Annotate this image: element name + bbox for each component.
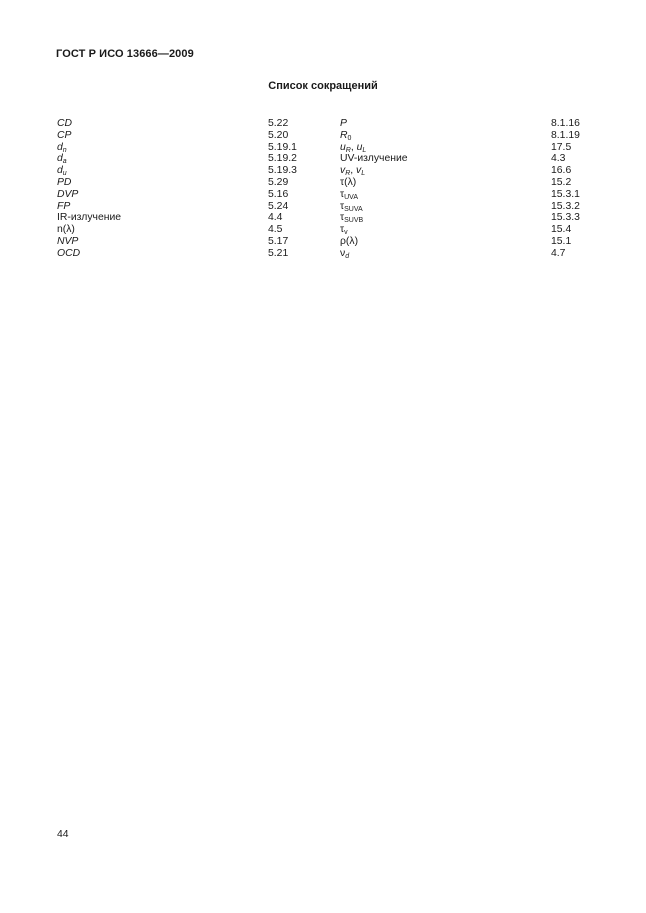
abbreviation-term: $\tau_{SUVB}$ — [340, 212, 364, 225]
section-reference: 4.4 — [268, 212, 283, 224]
abbreviation-term: $v_R$, $v_L$ — [340, 165, 366, 178]
section-reference: 4.5 — [268, 224, 283, 236]
list-item — [340, 165, 590, 177]
list-item — [57, 130, 307, 142]
abbreviation-term: $u_R$, $u_L$ — [340, 141, 367, 154]
abbreviation-term: $d_n$ — [57, 141, 67, 154]
abbreviation-term: n(λ) — [57, 224, 75, 236]
list-item — [57, 248, 307, 260]
list-item — [340, 201, 590, 213]
list-item — [57, 142, 307, 154]
abbreviation-term: CP — [57, 129, 72, 141]
list-item — [57, 177, 307, 189]
list-item — [340, 142, 590, 154]
abbreviation-term: PD — [57, 176, 72, 188]
section-reference: 8.1.16 — [551, 118, 580, 129]
section-reference: 15.1 — [551, 235, 572, 247]
list-item — [340, 236, 590, 248]
list-item — [57, 224, 307, 236]
abbreviation-term: $\nu_d$ — [340, 247, 350, 260]
list-item — [340, 177, 590, 189]
section-reference: 5.29 — [268, 176, 289, 188]
section-reference: 5.21 — [268, 247, 289, 259]
section-reference: 15.2 — [551, 176, 572, 188]
list-item — [57, 165, 307, 177]
abbreviation-term: UV-излучение — [340, 153, 408, 165]
abbreviation-term: ρ(λ) — [340, 235, 359, 247]
list-item — [57, 212, 307, 224]
abbreviation-term: FP — [57, 200, 71, 212]
section-reference: 4.3 — [551, 153, 566, 165]
abbreviation-term: DVP — [57, 188, 79, 200]
section-reference: 5.19.1 — [268, 141, 297, 153]
section-reference: 15.3.1 — [551, 188, 580, 200]
section-reference: 5.17 — [268, 235, 289, 247]
section-reference: 17.5 — [551, 141, 572, 153]
section-reference: 5.19.2 — [268, 153, 297, 165]
list-item — [57, 236, 307, 248]
list-item — [340, 118, 590, 130]
section-reference: 5.20 — [268, 129, 289, 141]
abbreviations-right-column — [340, 118, 590, 260]
list-item — [340, 248, 590, 260]
page-number: 44 — [57, 829, 69, 840]
abbreviation-term: τ(λ) — [340, 176, 357, 188]
abbreviation-term: P — [340, 118, 347, 129]
list-item — [340, 224, 590, 236]
section-reference: 8.1.19 — [551, 129, 580, 141]
list-item — [57, 153, 307, 165]
abbreviation-term: CD — [57, 118, 73, 129]
section-reference: 15.4 — [551, 224, 572, 236]
abbreviation-term: NVP — [57, 235, 79, 247]
section-reference: 5.22 — [268, 118, 289, 129]
document-header: ГОСТ Р ИСО 13666—2009 — [56, 48, 194, 60]
section-reference: 15.3.3 — [551, 212, 580, 224]
list-item — [340, 212, 590, 224]
abbreviation-term: $\tau_v$ — [340, 224, 348, 237]
abbreviation-term: $R_0$ — [340, 129, 352, 142]
abbreviation-term: $d_u$ — [57, 165, 67, 178]
abbreviation-term: $d_a$ — [57, 153, 67, 166]
list-item — [57, 201, 307, 213]
list-item — [340, 130, 590, 142]
page-title: Список сокращений — [268, 80, 378, 92]
section-reference: 16.6 — [551, 165, 572, 177]
section-reference: 5.24 — [268, 200, 289, 212]
list-item — [340, 189, 590, 201]
section-reference: 15.3.2 — [551, 200, 580, 212]
list-item — [57, 118, 307, 130]
list-item — [340, 153, 590, 165]
section-reference: 5.16 — [268, 188, 289, 200]
abbreviation-term: OCD — [57, 247, 81, 259]
abbreviation-term: $\tau_{UVA}$ — [340, 188, 358, 201]
abbreviation-term: IR-излучение — [57, 212, 122, 224]
abbreviations-left-column — [57, 118, 307, 260]
list-item — [57, 189, 307, 201]
section-reference: 4.7 — [551, 247, 566, 259]
section-reference: 5.19.3 — [268, 165, 297, 177]
abbreviation-term: $\tau_{SUVA}$ — [340, 200, 363, 213]
